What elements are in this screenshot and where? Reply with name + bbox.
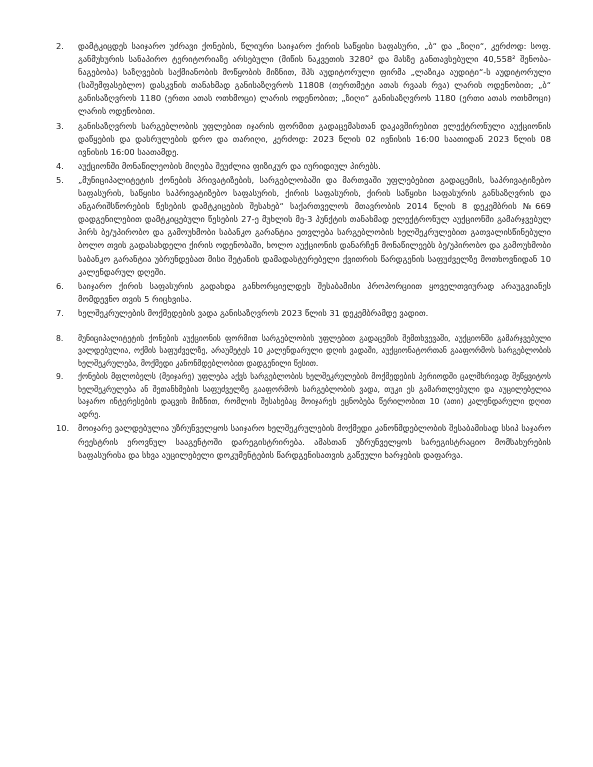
- item-text: დამტკიცდეს საიჯარო უძრავი ქონების, წლიური საიჯარო ქირის საწყისი საფასური, „ბ“ და „ზიღი“, კერძოდ: სოფ. განმუხურის სანაპირო ტერიტორიაზე არსებული (მიწის ნაკვეთის 3280² და მასზე განთავსებული 40,558² შენობა-ნაგებობა) საზღვების საქმიანობის მოწყობის მიზნით, შპს აუდიტორული ფირმა „ლაზიკა აუდიტი“-ს აუდიტორული (საშემფასებლო) დასკვნის თანახმად განისაზღვროს 11808 (თერთმეტი ათას რვაას რვა) ლარის ოდენობით; „ბ“ განისაზღვროს 1180 (ერთი ათას ოთხმოცი) ლარის ოდენობით; „ზიღი“ განისაზღვროს 1180 (ერთი ათას ოთხმოცი) ლარის ოდენობით.: [78, 41, 551, 117]
- item-number: 10.: [56, 423, 70, 434]
- list-item: [56, 160, 551, 173]
- item-number: 2.: [56, 41, 64, 51]
- item-text: „მუნიციპალიტეტის ქონების პრივატიზების, სარგებლობაში და მართვაში უფლებებით გადაცემის, საპრივატიზებო საფასურის, საწყისი საპრივატიზებო საფასურის, ქირის საფასურის, ქირის საწყისი საფასურის განსაზღვრის და ანგარიშსწორების წესების დამტკიცების შესახებ“ საქართველოს მთავრობის 2014 წლის 8 დეკემბრის №669 დადგენილებით დამტკიცებული წესების 27-ე მუხლის მე-3 პუნქტის თანახმად ელექტრონულ აუქციონში გამარჯვებულ პირს ბე/უპირობო და გამოუხმობი საბანკო გარანტია ეთვლება სარგებლობის ხელშეკრულებით გათვალისწინებული ბოლო თვის გადასახდელი ქირის ოდენობაში, ხოლო აუქციონის დანარჩენ მონაწილეებს ბე/უპირობო და გამოუხმობი საბანკო გარანტია უბრუნდებათ მისი შეტანის დამადასტურებელი ქვითრის წარდგენის საფუძველზე მოთხოვნიდან 10 კალენდარულ დღეში.: [78, 174, 551, 277]
- item-number: 9.: [56, 372, 64, 382]
- item-text: საიჯარო ქირის საფასურის გადახდა განხორციელდეს შესაბამისი პროპორციით ყოველთვიურად არაუგვიანეს მომდევნო თვის 5 რიცხვისა.: [78, 280, 551, 304]
- item-number: 4.: [56, 160, 64, 171]
- list-item: [56, 422, 551, 461]
- item-text: ხელშეკრულების მოქმედების ვადა განისაზღვროს 2023 წლის 31 დეკემბრამდე ვადით.: [78, 307, 429, 318]
- item-text: განისაზღვროს სარგებლობის უფლებით იჯარის ფორმით გადაცემასთან დაკავშირებით ელექტრონული აუქციონის დაწყების და დასრულების დრო და თარიღი, კერძოდ: 2023 წლის 02 ივნისის 16:00 საათიდან 2023 წლის 08 ივნისის 16:00 საათამდე.: [78, 120, 551, 157]
- item-number: 3.: [56, 120, 64, 131]
- list-item: [56, 371, 551, 421]
- item-text: მუნიციპალიტეტის ქონების აუქციონის ფორმით სარგებლობის უფლებით გადაცემის შემთხვევაში, აუქციონში გამარჯვებული ვალდებულია, ოქმის საფუძველზე, არაუმეტეს 10 კალენდარული დღის ვადაში, აუქციონატორთან გააფორმოს სარგებლობის ხელშეკრულება, მოქმედი კანონმდებლობით დადგენილი წესით.: [78, 333, 551, 368]
- item-text: ქონების მფლობელს (მეიჯარე) უფლება აქვს სარგებლობის ხელშეკრულების მოქმედების პერიოდში ცალმხრივად შეწყვიტოს ხელშეკრულება ან შეთანხმების საფუძველზე გააფორმოს სარგებლობის ვადა, თუკი ეს გამართლებული და აუცილებელია საჯარო ინტერესების დაცვის მიზნით, რომლის შესახებაც მოიჯარეს ეცნობება წერილობით 10 (ათი) კალენდარული დღით ადრე.: [78, 372, 551, 419]
- item-text: მოიჯარე ვალდებულია უზრუნველყოს საიჯარო ხელშეკრულების მოქმედი კანონმდებლობის შესაბამისად სსიპ საჯარო რეესტრის ეროვნულ სააგენტოში დარეგისტრირება. ამასთან უზრუნველყოს სარეგისტრაციო მომსახურების საფასურისა და სხვა აუცილებელი დოკუმენტების წარდგენისათვის გაწეული ხარჯების დაფარვა.: [78, 423, 551, 460]
- list-item: [56, 40, 551, 119]
- item-number: 5.: [56, 174, 64, 185]
- item-number: 8.: [56, 333, 64, 343]
- list-item: [56, 120, 551, 159]
- item-number: 7.: [56, 307, 64, 318]
- list-item: [56, 174, 551, 279]
- list-item: [56, 333, 551, 371]
- list-item: [56, 280, 551, 306]
- numbered-list: [56, 40, 551, 462]
- item-text: აუქციონში მონაწილეობის მიღება შეუძლია ფიზიკურ და იურიდიულ პირებს.: [78, 160, 381, 171]
- item-number: 6.: [56, 280, 64, 291]
- list-item: [56, 307, 551, 320]
